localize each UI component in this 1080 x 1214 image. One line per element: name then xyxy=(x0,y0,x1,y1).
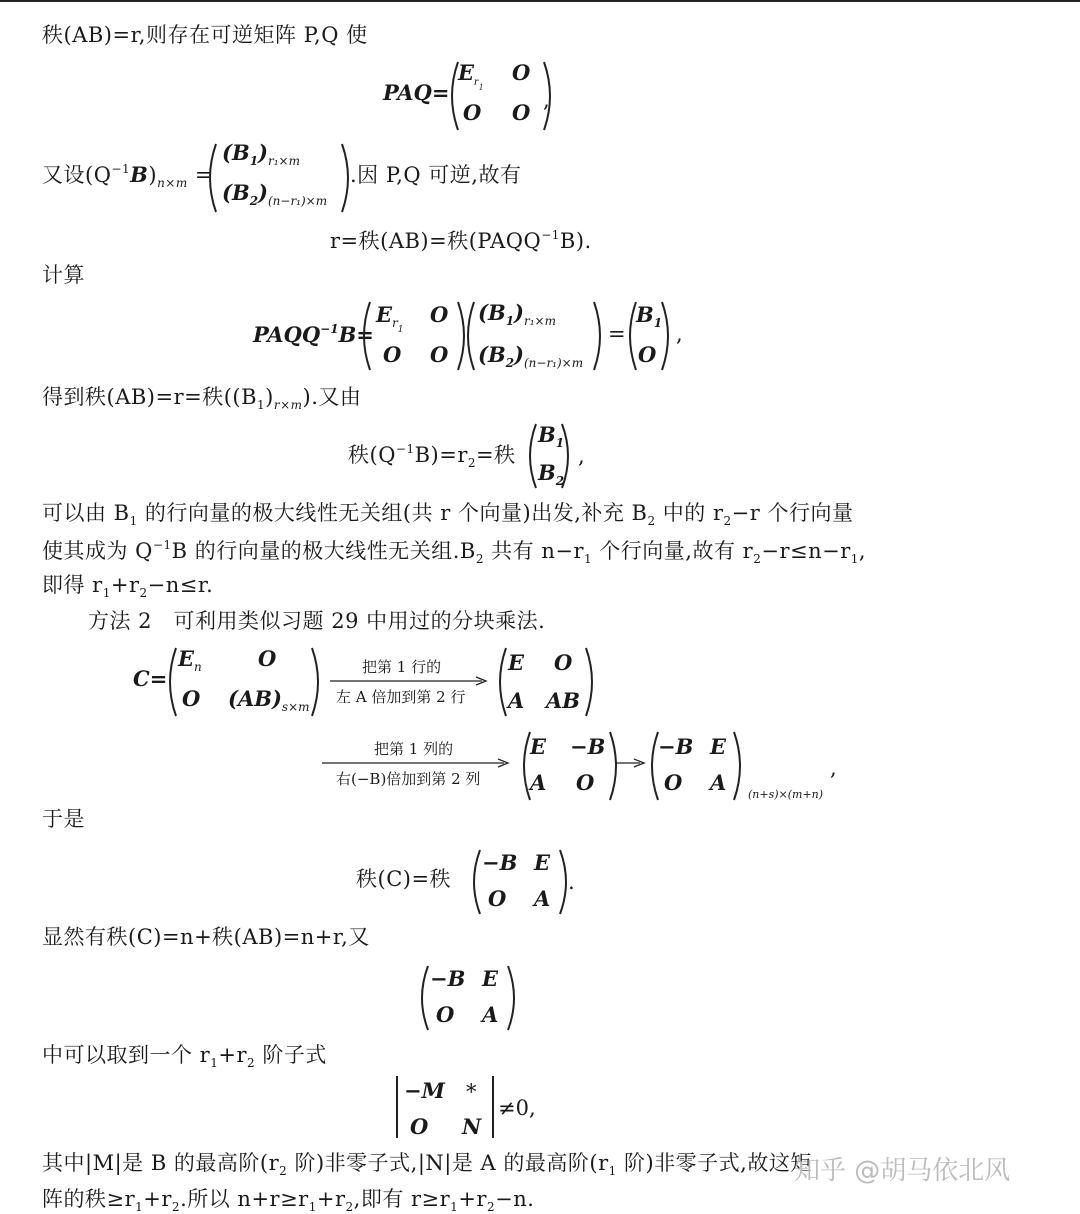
text-line-13: 显然有秩(C)=n+秩(AB)=n+r,又 xyxy=(42,925,370,949)
text-line-14: 中可以取到一个 $r_1+r_2$ 阶子式 xyxy=(42,1043,327,1070)
text-line-15: 其中|M|是 B 的最高阶($r_2$ 阶)非零子式,|N|是 A 的最高阶($r_1$ 阶)非零子式,故这矩 xyxy=(42,1151,812,1178)
top-border xyxy=(0,0,1080,2)
text-line-rank-r: r=秩(AB)=秩$(PAQQ^{-1}B)$. xyxy=(330,228,592,253)
text-line-yushi: 于是 xyxy=(42,807,85,831)
text-line-rank-b1: 得到秩(AB)=r=秩$((B_1)_{r\times m})$.又由 xyxy=(42,385,362,412)
text-line-method2: 方法 2 可利用类似习题 29 中用过的分块乘法. xyxy=(88,609,546,633)
text-line-8: 使其成为 $Q^{-1}B$ 的行向量的极大线性无关组$.B_2$ 共有 $n-r_1$ 个行向量,故有 $r_2-r\le n-r_1$, xyxy=(42,538,867,566)
text-line-9: 即得 $r_1+r_2-n\le r$. xyxy=(42,573,214,600)
paq-label: PAQ= xyxy=(383,80,450,105)
text-line-compute: 计算 xyxy=(42,263,85,287)
text-line-7: 可以由 $B_1$ 的行向量的极大线性无关组(共 r 个向量)出发,补充 $B_2$ 中的 $r_2-r$ 个行向量 xyxy=(42,501,854,528)
watermark: 知乎 @胡马依北风 xyxy=(794,1156,1011,1186)
text-line-1: 秩(AB)=r,则存在可逆矩阵 P,Q 使 xyxy=(42,23,368,47)
text-line-16: 阵的秩$\ge r_1+r_2$.所以 $n+r\ge r_1+r_2$,即有 $r\ge r_1+r_2-n$. xyxy=(42,1187,535,1214)
